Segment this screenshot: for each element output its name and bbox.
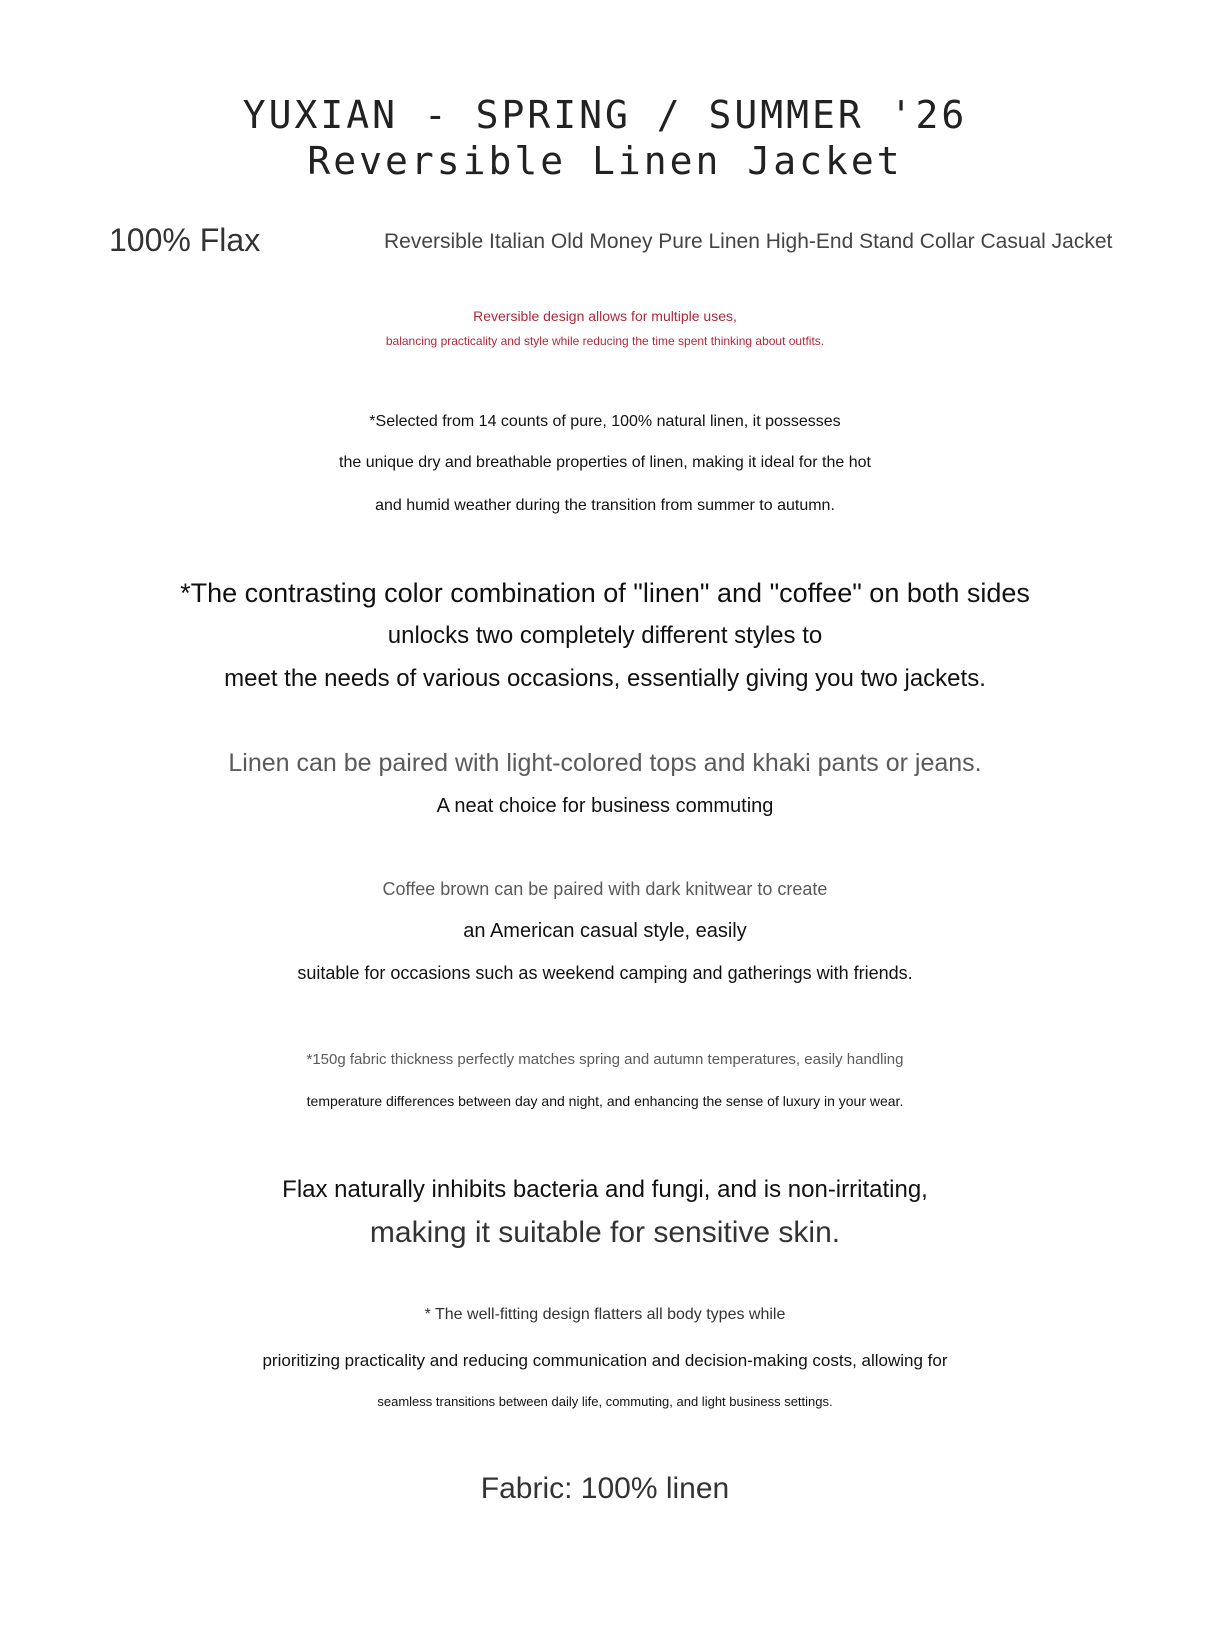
coffee-pairing-line-3: suitable for occasions such as weekend camping and gatherings with friends. bbox=[297, 963, 913, 983]
selected-line-1: *Selected from 14 counts of pure, 100% natural linen, it possesses bbox=[369, 413, 841, 430]
contrast-line-3: meet the needs of various occasions, essentially giving you two jackets. bbox=[224, 665, 986, 692]
fit-line-1: * The well-fitting design flatters all body types while bbox=[424, 1306, 786, 1323]
fit-line-3: seamless transitions between daily life, commuting, and light business settings. bbox=[377, 1394, 833, 1409]
coffee-pairing-line-2: an American casual style, easily bbox=[463, 920, 747, 942]
reversible-line-1: Reversible design allows for multiple uses, bbox=[473, 308, 737, 324]
flax-line-2: making it suitable for sensitive skin. bbox=[369, 1216, 841, 1249]
material-tag: 100% Flax bbox=[109, 222, 261, 258]
thickness-line-2: temperature differences between day and night, and enhancing the sense of luxury in your wear. bbox=[306, 1093, 904, 1109]
coffee-pairing-line-1: Coffee brown can be paired with dark knitwear to create bbox=[382, 879, 828, 899]
product-title: Reversible Linen Jacket bbox=[307, 139, 903, 183]
thickness-line-1: *150g fabric thickness perfectly matches spring and autumn temperatures, easily handling bbox=[306, 1051, 904, 1068]
contrast-line-1: *The contrasting color combination of "linen" and "coffee" on both sides bbox=[180, 578, 1030, 608]
linen-pairing-line-2: A neat choice for business commuting bbox=[436, 795, 774, 817]
fabric-label: Fabric: 100% linen bbox=[480, 1472, 730, 1505]
selected-line-2: the unique dry and breathable properties of linen, making it ideal for the hot bbox=[339, 454, 871, 471]
product-name: Reversible Italian Old Money Pure Linen High-End Stand Collar Casual Jacket bbox=[384, 230, 1113, 253]
fit-line-2: prioritizing practicality and reducing communication and decision-making costs, allowing for bbox=[262, 1351, 948, 1370]
selected-line-3: and humid weather during the transition from summer to autumn. bbox=[375, 497, 835, 514]
linen-pairing-line-1: Linen can be paired with light-colored tops and khaki pants or jeans. bbox=[228, 749, 982, 777]
contrast-line-2: unlocks two completely different styles to bbox=[387, 622, 823, 649]
reversible-line-2: balancing practicality and style while reducing the time spent thinking about outfits. bbox=[385, 334, 825, 348]
flax-line-1: Flax naturally inhibits bacteria and fungi, and is non-irritating, bbox=[282, 1176, 928, 1203]
collection-title: YUXIAN - SPRING / SUMMER '26 bbox=[242, 93, 968, 137]
